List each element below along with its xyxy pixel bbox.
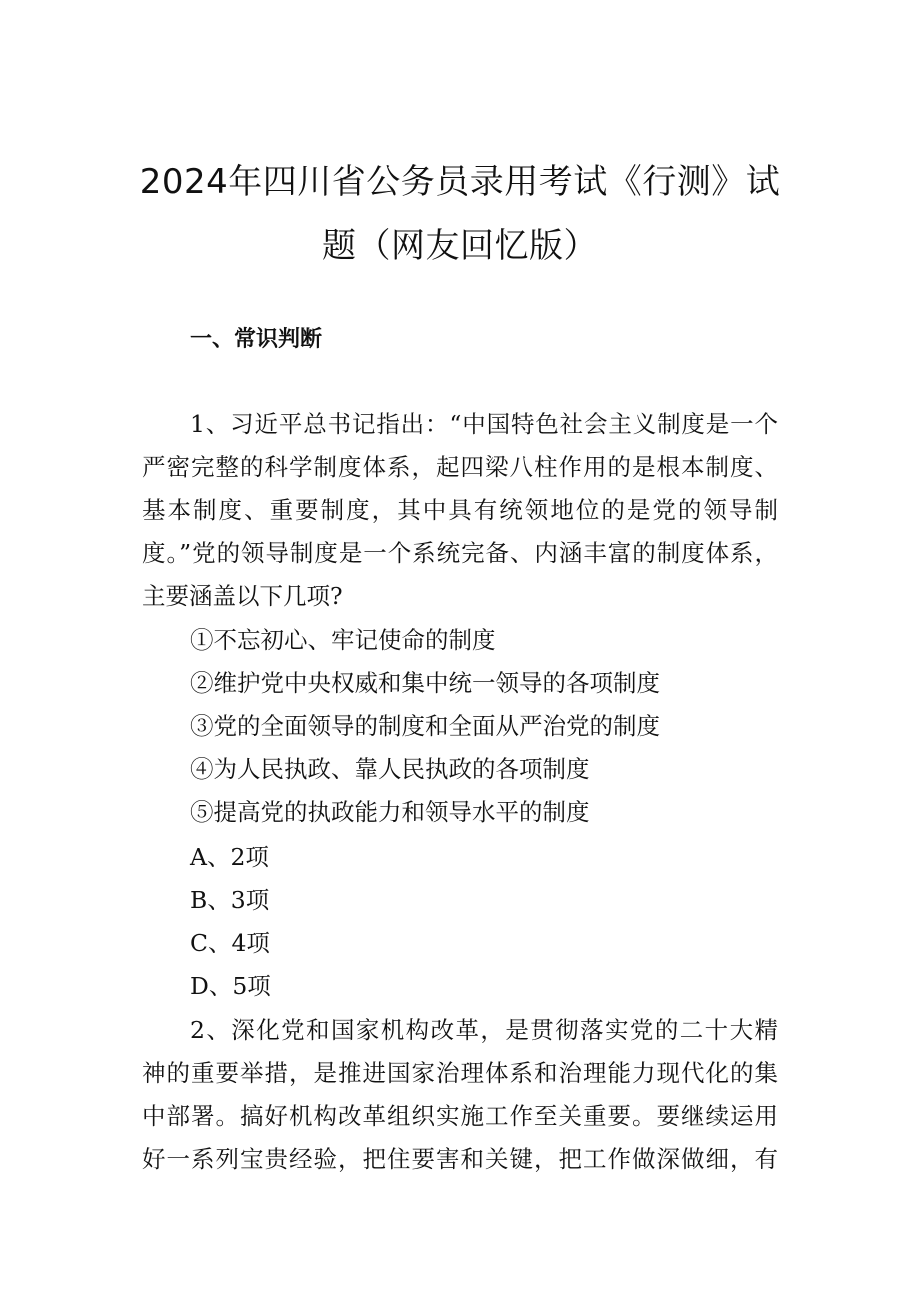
- question-1-line-3: 基本制度、重要制度，其中具有统领地位的是党的领导制: [142, 496, 778, 524]
- question-1-option-c: C、4项: [190, 929, 270, 957]
- document-title-line-2: 题（网友回忆版）: [322, 226, 598, 266]
- question-1-line-4: 度。”党的领导制度是一个系统完备、内涵丰富的制度体系，: [142, 539, 778, 567]
- question-1-option-d: D、5项: [190, 972, 271, 1000]
- question-2-line-4: 好一系列宝贵经验，把住要害和关键，把工作做深做细，有: [142, 1145, 778, 1173]
- document-title-line-1: 2024年四川省公务员录用考试《行测》试: [139, 162, 781, 202]
- question-2-line-3: 中部署。搞好机构改革组织实施工作至关重要。要继续运用: [142, 1102, 778, 1130]
- question-1-option-a: A、2项: [190, 843, 269, 871]
- question-1-item-1: ①不忘初心、牢记使命的制度: [190, 626, 496, 654]
- question-1-item-4: ④为人民执政、靠人民执政的各项制度: [190, 755, 590, 783]
- question-1-line-5: 主要涵盖以下几项?: [142, 582, 343, 610]
- question-1-item-2: ②维护党中央权威和集中统一领导的各项制度: [190, 669, 660, 697]
- question-2-line-1: 2、深化党和国家机构改革，是贯彻落实党的二十大精: [190, 1016, 778, 1044]
- question-1-line-2: 严密完整的科学制度体系，起四梁八柱作用的是根本制度、: [142, 453, 778, 481]
- question-1-option-b: B、3项: [190, 886, 270, 914]
- section-heading: 一、常识判断: [190, 327, 323, 352]
- question-2-line-2: 神的重要举措，是推进国家治理体系和治理能力现代化的集: [142, 1059, 778, 1087]
- question-1-item-3: ③党的全面领导的制度和全面从严治党的制度: [190, 712, 660, 740]
- question-1-line-1: 1、习近平总书记指出：“中国特色社会主义制度是一个: [190, 410, 778, 438]
- question-1-item-5: ⑤提高党的执政能力和领导水平的制度: [190, 798, 590, 826]
